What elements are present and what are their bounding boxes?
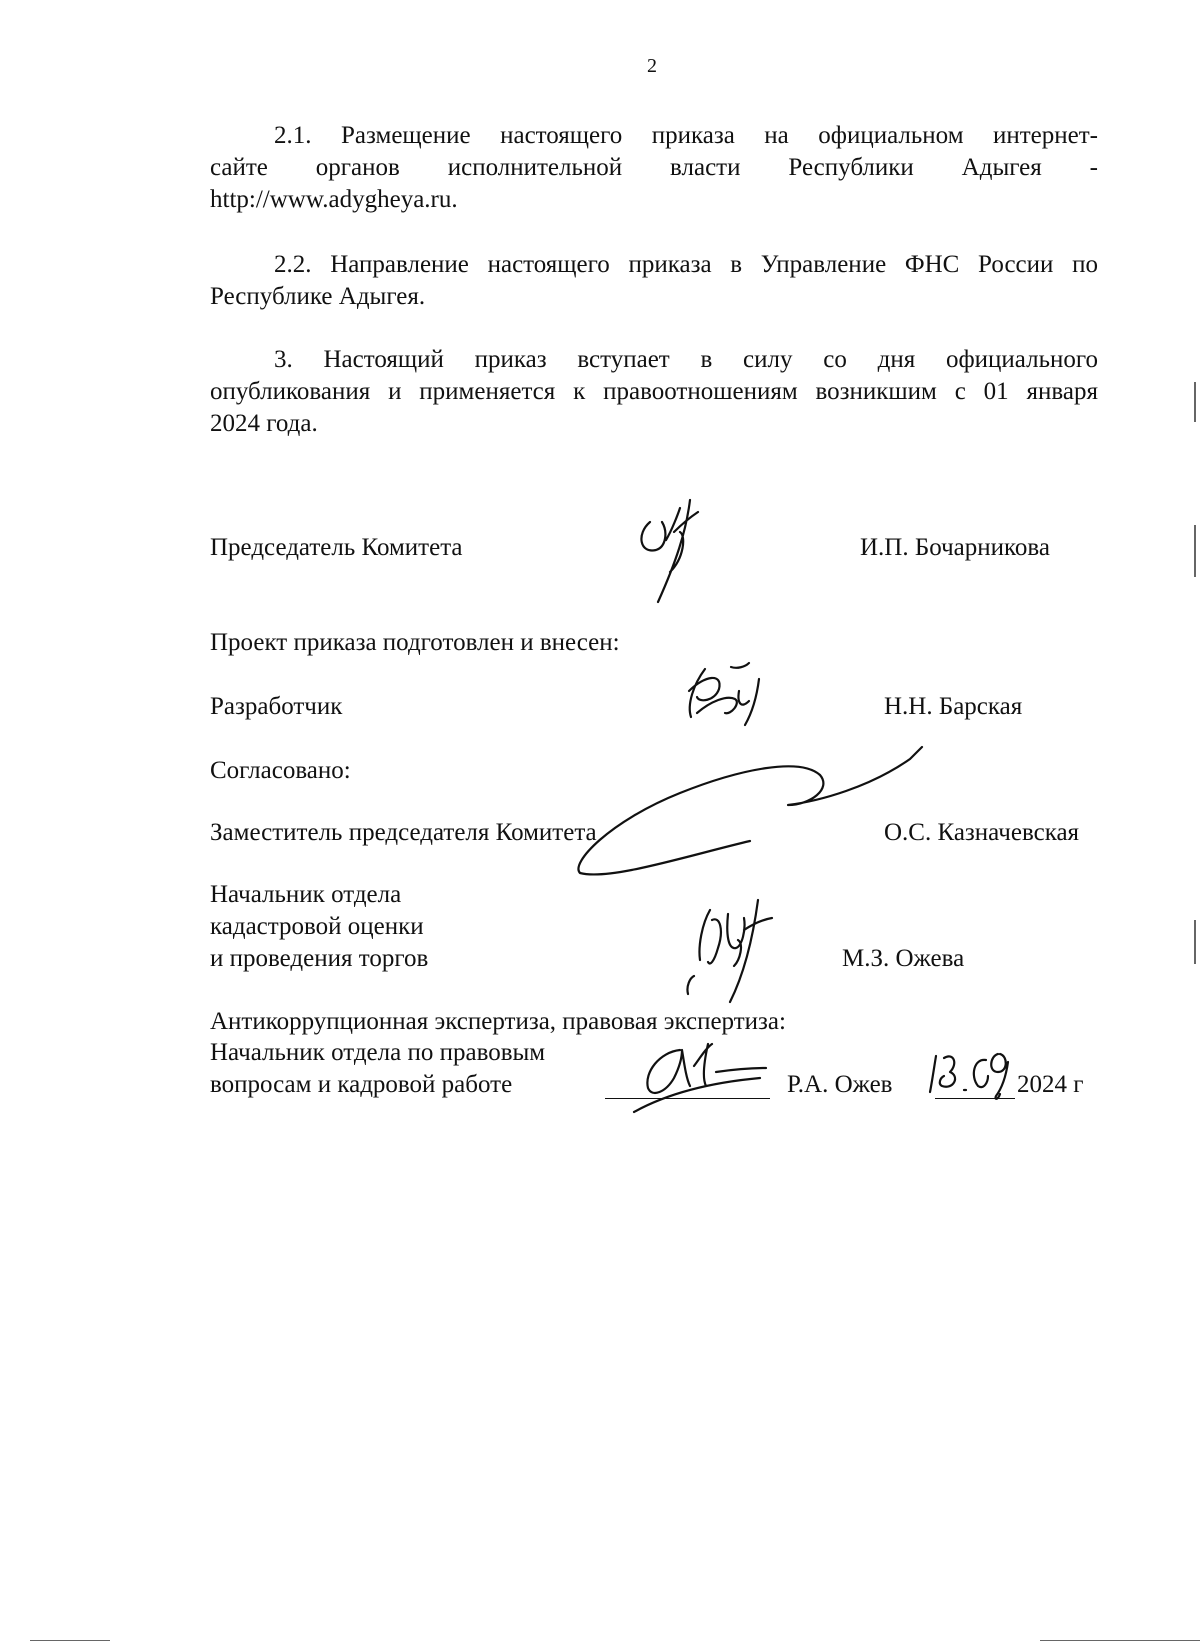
- date-handwritten-graphic: [928, 1042, 1018, 1102]
- legal-signature: [620, 1022, 770, 1117]
- head-title-line-2: кадастровой оценки: [210, 913, 424, 940]
- scan-edge-mark: [1194, 525, 1196, 577]
- legal-title-line-1: Начальник отдела по правовым: [210, 1039, 546, 1066]
- developer-title: Разработчик: [210, 693, 343, 720]
- date-suffix: 2024 г: [1017, 1071, 1084, 1098]
- scan-edge-mark: [30, 1640, 110, 1641]
- clause-3-line-2: опубликования и применяется к правоотношениям возникшим с 01 января: [210, 378, 1098, 405]
- chairman-signature: [628, 492, 718, 612]
- clause-2-1-line-3: http://www.adygheya.ru.: [210, 186, 458, 213]
- chairman-name: И.П. Бочарникова: [860, 534, 1050, 561]
- agreed-label: Согласовано:: [210, 757, 351, 784]
- page-number: 2: [647, 55, 657, 77]
- clause-2-2: [210, 249, 1098, 313]
- deputy-signature: [570, 745, 930, 890]
- head-title-line-1: Начальник отдела: [210, 881, 402, 908]
- clause-3: [210, 344, 1098, 440]
- clause-2-1-line-1: 2.1. Размещение настоящего приказа на официальном интернет-: [274, 122, 1098, 149]
- prepared-label: Проект приказа подготовлен и внесен:: [210, 629, 620, 656]
- clause-3-line-1: 3. Настоящий приказ вступает в силу со дня официального: [274, 346, 1098, 373]
- expertise-label: Антикоррупционная экспертиза, правовая экспертиза:: [210, 1008, 786, 1035]
- legal-title-line-2: вопросам и кадровой работе: [210, 1071, 513, 1098]
- scan-edge-mark: [1194, 382, 1196, 422]
- scan-edge-mark: [1194, 920, 1196, 964]
- head-name: М.З. Ожева: [842, 945, 965, 972]
- clause-2-2-line-2: Республике Адыгея.: [210, 283, 426, 310]
- scan-edge-mark: [1040, 1640, 1200, 1641]
- head-signature: [680, 890, 795, 1010]
- clause-3-line-3: 2024 года.: [210, 410, 318, 437]
- clause-2-1-line-2: сайте органов исполнительной власти Республики Адыгея -: [210, 154, 1098, 181]
- deputy-title: Заместитель председателя Комитета: [210, 819, 597, 846]
- deputy-name: О.С. Казначевская: [884, 819, 1080, 846]
- developer-name: Н.Н. Барская: [884, 693, 1023, 720]
- developer-signature: [675, 655, 785, 730]
- chairman-title: Председатель Комитета: [210, 534, 463, 561]
- clause-2-2-line-1: 2.2. Направление настоящего приказа в Управление ФНС России по: [274, 251, 1098, 278]
- clause-2-1: [210, 120, 1098, 216]
- head-title-line-3: и проведения торгов: [210, 945, 429, 972]
- legal-name: Р.А. Ожев: [787, 1071, 893, 1098]
